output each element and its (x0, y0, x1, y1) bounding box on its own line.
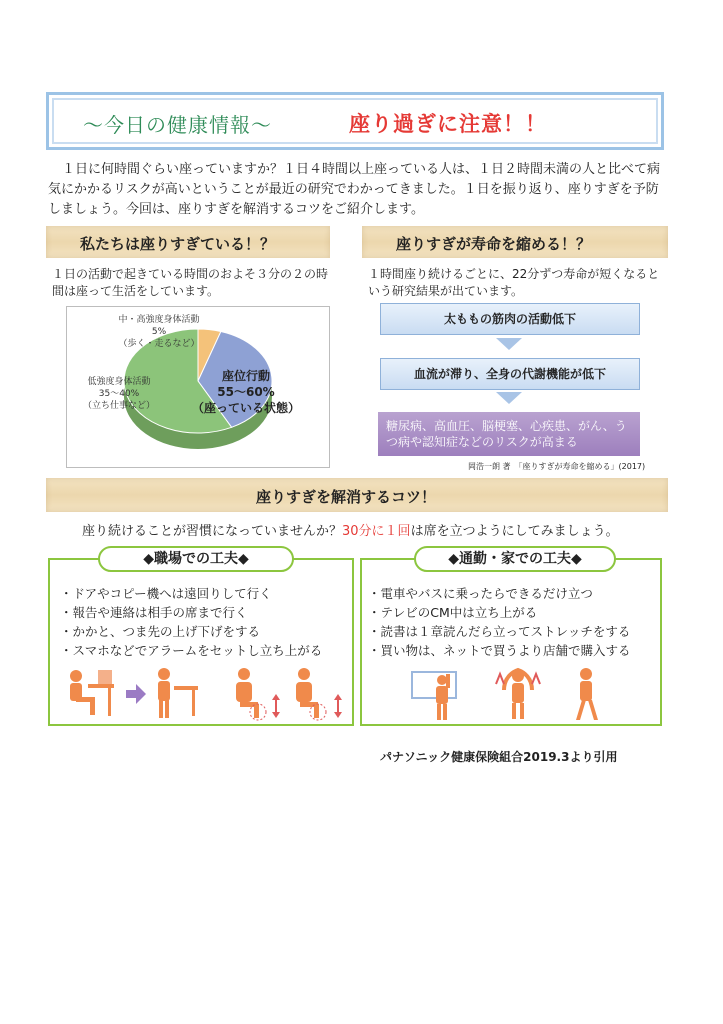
list-item: ・買い物は、ネットで買うより店舗で購入する (368, 643, 631, 658)
workplace-tips-list (60, 584, 350, 660)
list-item: ・読書は１章読んだら立ってストレッチをする (368, 624, 631, 639)
workplace-tips-title: ◆職場での工夫◆ (98, 546, 294, 572)
citation: 岡浩一朗 著 「座りすぎが寿命を縮める」(2017) (468, 462, 646, 471)
board-presenter-icon (412, 672, 456, 720)
left-section-heading: 私たちは座りすぎている！？ (80, 235, 276, 253)
stretching-person-icon (496, 670, 540, 719)
header-left-title: ～今日の健康情報～ (83, 113, 272, 137)
pie-label-sitting: 座位行動 55～60% （座っている状態） (191, 369, 300, 415)
list-item: ・ドアやコピー機へは遠回りして行く (60, 586, 272, 601)
tips-prompt: 座り続けることが習慣になっていませんか？30分に１回は席を立つようにしてみましょう。 (82, 524, 619, 539)
flow-step-1: 太ももの筋肉の活動低下 (380, 303, 640, 335)
source-credit: パナソニック健康保険組合2019.3より引用 (380, 750, 618, 764)
left-section-text: １日の活動で起きている時間のおよそ３分の２の時間は座って生活をしています。 (52, 267, 329, 298)
list-item: ・報告や連絡は相手の席まで行く (60, 605, 248, 620)
commute-home-tips-list (368, 584, 658, 660)
intro-paragraph: １日に何時間ぐらい座っていますか？１日４時間以上座っている人は、１日２時間未満の人と比べて病気にかかるリスクが高いということが最近の研究でわかってきました。１日を振り返り、座りすぎを予防しましょう。今回は、座りすぎを解消するコツをご紹介します。 (48, 162, 661, 217)
list-item: ・かかと、つま先の上げ下げをする (60, 624, 261, 639)
list-item: ・スマホなどでアラームをセットし立ち上がる (60, 643, 323, 658)
flow-step-2: 血流が滞り、全身の代謝機能が低下 (380, 358, 640, 390)
header-banner (46, 92, 664, 150)
workplace-illustrations (62, 664, 352, 722)
pie-label-low-intensity: 低強度身体活動 35～40% （立ち仕事など） (82, 377, 155, 411)
commute-home-tips-title: ◆通勤・家での工夫◆ (414, 546, 616, 572)
tips-section-banner (46, 478, 668, 512)
header-right-title: 座り過ぎに注意！！ (349, 112, 547, 136)
desk-worker-icon (70, 670, 114, 716)
list-item: ・電車やバスに乗ったらできるだけ立つ (368, 586, 593, 601)
right-section-heading: 座りすぎが寿命を縮める！？ (396, 235, 592, 253)
standing-worker-icon (158, 668, 198, 718)
right-section-banner (362, 226, 668, 258)
down-arrow-icon (496, 338, 522, 350)
down-arrow-icon (496, 392, 522, 404)
left-section-banner (46, 226, 330, 258)
tips-prompt-emphasis: 30分に１回 (342, 524, 411, 539)
right-arrow-icon (126, 684, 146, 704)
pie-label-high-intensity: 中・高強度身体活動 5% （歩く・走るなど） (118, 315, 200, 349)
walking-person-icon (576, 668, 598, 720)
tips-section-heading: 座りすぎを解消するコツ！ (256, 488, 437, 506)
chair-exercise-icon (236, 668, 280, 720)
commute-home-illustrations (408, 664, 608, 722)
right-section-text: １時間座り続けるごとに、22分ずつ寿命が短くなるという研究結果が出ています。 (368, 267, 660, 298)
flow-step-3: 糖尿病、高血圧、脳梗塞、心疾患、がん、うつ病や認知症などのリスクが高まる (378, 412, 640, 456)
chair-exercise-icon (296, 668, 342, 720)
list-item: ・テレビのCM中は立ち上がる (368, 605, 538, 620)
